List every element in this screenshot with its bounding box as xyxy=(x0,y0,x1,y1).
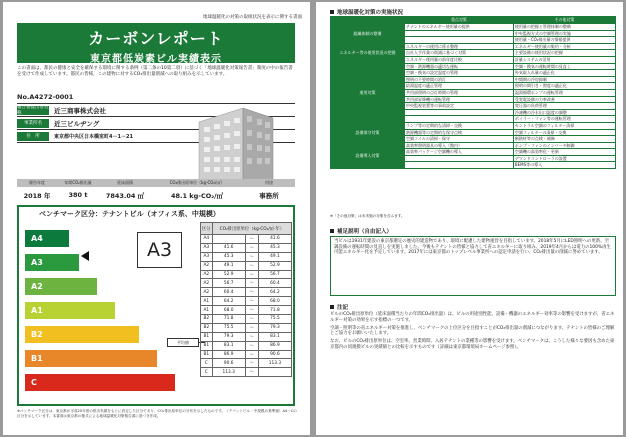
benchmark-row xyxy=(201,243,292,252)
stats-header-intensity: CO₂排出原単位（kg-CO₂/㎡） xyxy=(169,180,225,185)
info-row-facility xyxy=(17,118,99,128)
row-rank: B1 xyxy=(201,332,213,341)
measure-other: 空調フィルターの清掃・交換 xyxy=(513,129,615,136)
measure-priority: 高効率パッケージ空調機の導入 xyxy=(405,149,514,156)
benchmark-row xyxy=(201,270,292,279)
row-sep: ～ xyxy=(245,252,258,261)
stats-header-use: 用途 xyxy=(265,180,273,185)
benchmark-row xyxy=(201,252,292,261)
row-sep: ～ xyxy=(245,297,258,306)
row-rank: B1 xyxy=(201,341,213,350)
measure-other: 中央監視方式の空調管理の実施 xyxy=(513,30,615,37)
info-row-address xyxy=(17,131,133,141)
current-rank: A3 xyxy=(137,232,182,268)
measure-priority: 共用部照明の点灯時間の管理 xyxy=(405,89,514,96)
row-min: 79.3 xyxy=(212,332,245,341)
row-rank: B2 xyxy=(201,323,213,332)
stats-area: 7843.04 ㎡ xyxy=(105,191,145,200)
notes xyxy=(330,312,616,353)
row-sep: ～ xyxy=(245,261,258,270)
row-max: 45.3 xyxy=(258,243,291,252)
row-rank: A2 xyxy=(201,270,213,279)
measure-priority: 自社人手作業の削減に基づく対策 xyxy=(405,50,514,57)
header-note: 地球温暖化の対策の取組状況を表示に関する書面 xyxy=(203,15,302,20)
title-banner xyxy=(17,23,295,63)
measure-category: エネルギー等の使用状況の把握 xyxy=(331,43,405,63)
row-max: 83.1 xyxy=(258,332,291,341)
section-title-notes: 注記 xyxy=(330,303,348,311)
benchmark-row xyxy=(201,288,292,297)
col-intensity: CO₂排出原単位（kg-CO₂/㎡·年） xyxy=(212,223,291,235)
benchmark-row xyxy=(201,323,292,332)
benchmark-row xyxy=(201,315,292,324)
benchmark-row xyxy=(201,368,292,377)
row-rank: A2 xyxy=(201,279,213,288)
row-max: 71.8 xyxy=(258,306,291,315)
measure-priority: エネルギー使用量の前年度比較 xyxy=(405,56,514,63)
row-sep: ～ xyxy=(245,315,258,324)
current-rank-marker xyxy=(81,251,89,261)
measure-priority: 給湯温度の適正管理 xyxy=(405,83,514,90)
row-rank: B1 xyxy=(201,350,213,359)
report-subtitle: 東京都低炭素ビル実績表示 xyxy=(90,54,222,65)
row-min: 56.7 xyxy=(212,279,245,288)
measure-priority: テナントのエネルギー使用量の提供 xyxy=(405,24,514,31)
intro-text: この書面は，都民の健康と安全を確保する環境に関する条例（第二条の10第二項）に基づく「地球温暖化対策報告書」制度の中の報告書を受けて作成しています。都民の皆様，この建物に対するCO₂排出量削減への取り組みを示しています。 xyxy=(17,66,293,77)
row-min: 52.9 xyxy=(212,270,245,279)
measure-other: 断熱材等の点検・補修 xyxy=(513,136,615,143)
row-sep: ～ xyxy=(245,270,258,279)
stats-intensity: 48.1 kg-CO₂/㎡ xyxy=(171,191,223,200)
row-min: 45.3 xyxy=(212,252,245,261)
measure-row xyxy=(331,63,616,70)
band-a2: A2 xyxy=(25,278,97,295)
measure-other: 空調・換気の運転時間の見直し xyxy=(513,63,615,70)
stats-year: 2018 年 xyxy=(23,191,51,200)
measure-other: BEMS等の導入 xyxy=(513,162,615,169)
measure-priority: 中央監視装置等の事前設定 xyxy=(405,103,514,110)
measure-priority: エネルギーの使用に係る整理 xyxy=(405,43,514,50)
measure-priority xyxy=(405,109,514,116)
report-title: カーボンレポート xyxy=(88,29,224,48)
measure-priority: 照明の不要時間の消灯 xyxy=(405,76,514,83)
measure-category: 設備導入対策 xyxy=(331,142,405,168)
band-a4: A4 xyxy=(25,230,69,247)
right-page xyxy=(316,2,623,435)
measure-priority xyxy=(405,30,514,37)
measure-other: 外気取入れ量の適正化 xyxy=(513,70,615,77)
row-rank: B2 xyxy=(201,315,213,324)
stats-emission: 380 t xyxy=(68,191,88,199)
stats-values xyxy=(17,188,295,202)
measure-other: 使用量・CO₂排出量の情報提供 xyxy=(513,37,615,44)
stats-header-emission: 年間CO₂排出量 xyxy=(64,180,92,185)
measure-other: 照明の間引き・照度の適正化 xyxy=(513,83,615,90)
row-rank: A1 xyxy=(201,297,213,306)
row-max: 64.2 xyxy=(258,288,291,297)
row-rank: A3 xyxy=(201,243,213,252)
benchmark-row xyxy=(201,235,292,244)
measure-category: 運用対策 xyxy=(331,63,405,122)
footnote: ※ベンチマーク区分は、東京都が平成25年度の排出実績をもとに設定した区分であり、CO₂排出原単位の分布を示したものです。（テナントビル・中規模の基準値）A4～Cの区分を示しています。本書面は東京都の様式による地球温暖化対策報告書に基づき作成。 xyxy=(17,409,297,418)
row-sep: ～ xyxy=(245,288,258,297)
measure-priority: 高効率照明器具の導入（館内） xyxy=(405,142,514,149)
row-rank: A2 xyxy=(201,261,213,270)
benchmark-title: ベンチマーク区分：テナントビル（オフィス系、中規模） xyxy=(39,210,220,218)
measure-other: エネルギー使用量の集約・分析 xyxy=(513,43,615,50)
measure-other: ボイラー・ファン等の運転管理 xyxy=(513,116,615,123)
stats-header-area: 延床面積 xyxy=(117,180,133,185)
document-number: No.A4272-0001 xyxy=(17,93,74,101)
measures-table xyxy=(330,16,616,169)
row-min: 60.4 xyxy=(212,288,245,297)
measure-row xyxy=(331,142,616,149)
benchmark-panel xyxy=(17,205,295,406)
measure-other: 受変電設備の力率改善 xyxy=(513,96,615,103)
measure-priority: ランプ等の定期的な清掃・交換 xyxy=(405,122,514,129)
benchmark-row xyxy=(201,297,292,306)
band-c: C xyxy=(25,374,175,391)
measure-row xyxy=(331,122,616,129)
row-max: 60.4 xyxy=(258,279,291,288)
note-paragraph: 空調・照明等の省エネルギー対策を推進し、ベンチマークの上位区分を目指すことがCO₂排出量の削減につながります。テナントの皆様のご理解とご協力をお願いいたします。 xyxy=(330,325,615,337)
measure-priority: 共用部昇降機の運転管理 xyxy=(405,96,514,103)
info-row-submitter xyxy=(17,105,106,115)
note-paragraph: ビルのCO₂排出原単位（延床面積当たりの年間CO₂排出量）は、ビルの用途別性能、設備・機器のエネルギー効率等の影響を受けますが、省エネルギー対策の効果を示す指標の一つです。 xyxy=(330,312,615,323)
row-min: 113.3 xyxy=(212,368,245,377)
row-rank: A3 xyxy=(201,252,213,261)
row-max: 68.0 xyxy=(258,297,291,306)
row-min xyxy=(212,235,245,244)
benchmark-row xyxy=(201,350,292,359)
row-sep: ～ xyxy=(245,243,258,252)
row-max: 79.3 xyxy=(258,323,291,332)
benchmark-row xyxy=(201,359,292,368)
row-max xyxy=(258,368,291,377)
measure-row xyxy=(331,43,616,50)
row-sep: ～ xyxy=(245,235,258,244)
benchmark-row xyxy=(201,261,292,270)
row-rank: A4 xyxy=(201,235,213,244)
row-sep: ～ xyxy=(245,350,258,359)
row-sep: ～ xyxy=(245,332,258,341)
row-rank: C xyxy=(201,359,213,368)
benchmark-table xyxy=(200,222,292,377)
section-title-measures: 地球温暖化対策の実施状況 xyxy=(330,8,403,16)
row-max: 113.3 xyxy=(258,359,291,368)
info-value: 近三商事株式会社 xyxy=(54,106,106,115)
measure-priority xyxy=(405,37,514,44)
measure-priority: 空調コイルの清掃・保守 xyxy=(405,136,514,143)
stats-header-year: 報告年度 xyxy=(29,180,45,185)
measures-col-priority: 重点対策 xyxy=(405,17,514,24)
row-max: 41.6 xyxy=(258,235,291,244)
row-max: 49.1 xyxy=(258,252,291,261)
info-value: 東京都中央区日本橋室町4－1－21 xyxy=(54,133,133,140)
measure-priority xyxy=(405,162,514,169)
row-sep: ～ xyxy=(245,359,258,368)
band-b2: B2 xyxy=(25,326,139,343)
info-label: 住 所 xyxy=(17,132,49,141)
row-rank: A1 xyxy=(201,306,213,315)
benchmark-row xyxy=(201,341,292,350)
row-sep: ～ xyxy=(245,306,258,315)
col-rank: 区分 xyxy=(201,223,213,235)
measure-priority: 空調・熱源機器の適切な運転 xyxy=(405,63,514,70)
info-label: 事業所名 xyxy=(17,119,49,128)
row-rank: A2 xyxy=(201,288,213,297)
measure-priority xyxy=(405,155,514,162)
benchmark-row xyxy=(201,332,292,341)
benchmark-row xyxy=(201,306,292,315)
row-max: 56.7 xyxy=(258,270,291,279)
table-remark: ※「その他対策」は未実施の対策を含みます。 xyxy=(330,214,405,218)
row-max: 52.9 xyxy=(258,261,291,270)
measure-other: 空調機の高効率化・更新 xyxy=(513,149,615,156)
band-a1: A1 xyxy=(25,302,115,319)
band-a3: A3 xyxy=(25,254,79,271)
row-min: 86.9 xyxy=(212,350,245,359)
measure-other: デマンドコントローラの設置 xyxy=(513,155,615,162)
row-sep: ～ xyxy=(245,323,258,332)
info-label: 報告書提出者名称 xyxy=(17,105,49,116)
benchmark-row xyxy=(201,279,292,288)
row-min: 75.5 xyxy=(212,323,245,332)
row-sep: ～ xyxy=(245,341,258,350)
row-min: 90.6 xyxy=(212,359,245,368)
row-max: 86.9 xyxy=(258,341,291,350)
row-sep: ～ xyxy=(245,368,258,377)
row-min: 64.2 xyxy=(212,297,245,306)
average-label: 平均値 xyxy=(167,338,199,347)
measure-row xyxy=(331,24,616,31)
measure-other: 計量システムの活用 xyxy=(513,56,615,63)
measure-other: 冷凍機の冷水出口温度の調整 xyxy=(513,109,615,116)
band-b1: B1 xyxy=(25,350,157,367)
comment-box: 当ビルは1931年建設の東京都選定の歴史的建造物であり、環境に配慮した建物運営を目指しています。2018年5月にLED照明への更新、空調設備の運転時間の見直しを実施しました。今後もテナントの皆様と協力して省エネルギーに取り組み、2019年4月からは電力の100%再生可能エネルギー化を予定しています。2017年には東京都のトップレベル事業所への認定申請を行い、CO₂排出量の削減に努めています。 xyxy=(330,236,616,296)
measure-other: ポンプ・ファンのインバータ制御 xyxy=(513,142,615,149)
stats-header xyxy=(17,179,295,187)
row-sep: ～ xyxy=(245,279,258,288)
info-value: 近三ビルヂング xyxy=(54,119,100,128)
measure-category: 組織体制の整備 xyxy=(331,24,405,44)
measure-other: 使用量の把握と管理体制の整備 xyxy=(513,24,615,31)
measure-priority: 熱源機器等の定期的な保守点検 xyxy=(405,129,514,136)
building-illustration xyxy=(181,100,291,180)
row-rank: C xyxy=(201,368,213,377)
note-paragraph: なお、ビルのCO₂排出原単位は、空室率、営業時間、入居テナントの業種等の影響を受けます。ベンチマークは、こうした様々な要因も含めた東京都内の同規模ビルの実績値との比較を示すものです（詳細は東京都環境局ホームページ参照）。 xyxy=(330,339,615,350)
row-min: 83.1 xyxy=(212,341,245,350)
measure-other: 中間期の冷房抑制 xyxy=(513,76,615,83)
measure-other: 変圧器の負荷管理 xyxy=(513,103,615,110)
row-max: 75.5 xyxy=(258,315,291,324)
row-min: 41.6 xyxy=(212,243,245,252)
section-title-comment: 補足説明（自由記入） xyxy=(330,227,392,235)
left-page xyxy=(3,2,310,435)
row-min: 71.8 xyxy=(212,315,245,324)
row-min: 68.0 xyxy=(212,306,245,315)
stats-use: 事務所 xyxy=(259,191,279,200)
measures-col-other: その他対策 xyxy=(513,17,615,24)
measure-priority xyxy=(405,116,514,123)
row-min: 49.1 xyxy=(212,261,245,270)
measure-priority: 空調・換気の設定温度の管理 xyxy=(405,70,514,77)
row-max: 90.6 xyxy=(258,350,291,359)
measure-category: 設備保守対策 xyxy=(331,122,405,142)
measure-other: 温湯循環ポンプの運転管理 xyxy=(513,89,615,96)
measures-col-blank xyxy=(331,17,405,24)
measure-other: セントラル空調のフィルター清掃 xyxy=(513,122,615,129)
measure-other: 主要設備の使用状況の把握 xyxy=(513,50,615,57)
